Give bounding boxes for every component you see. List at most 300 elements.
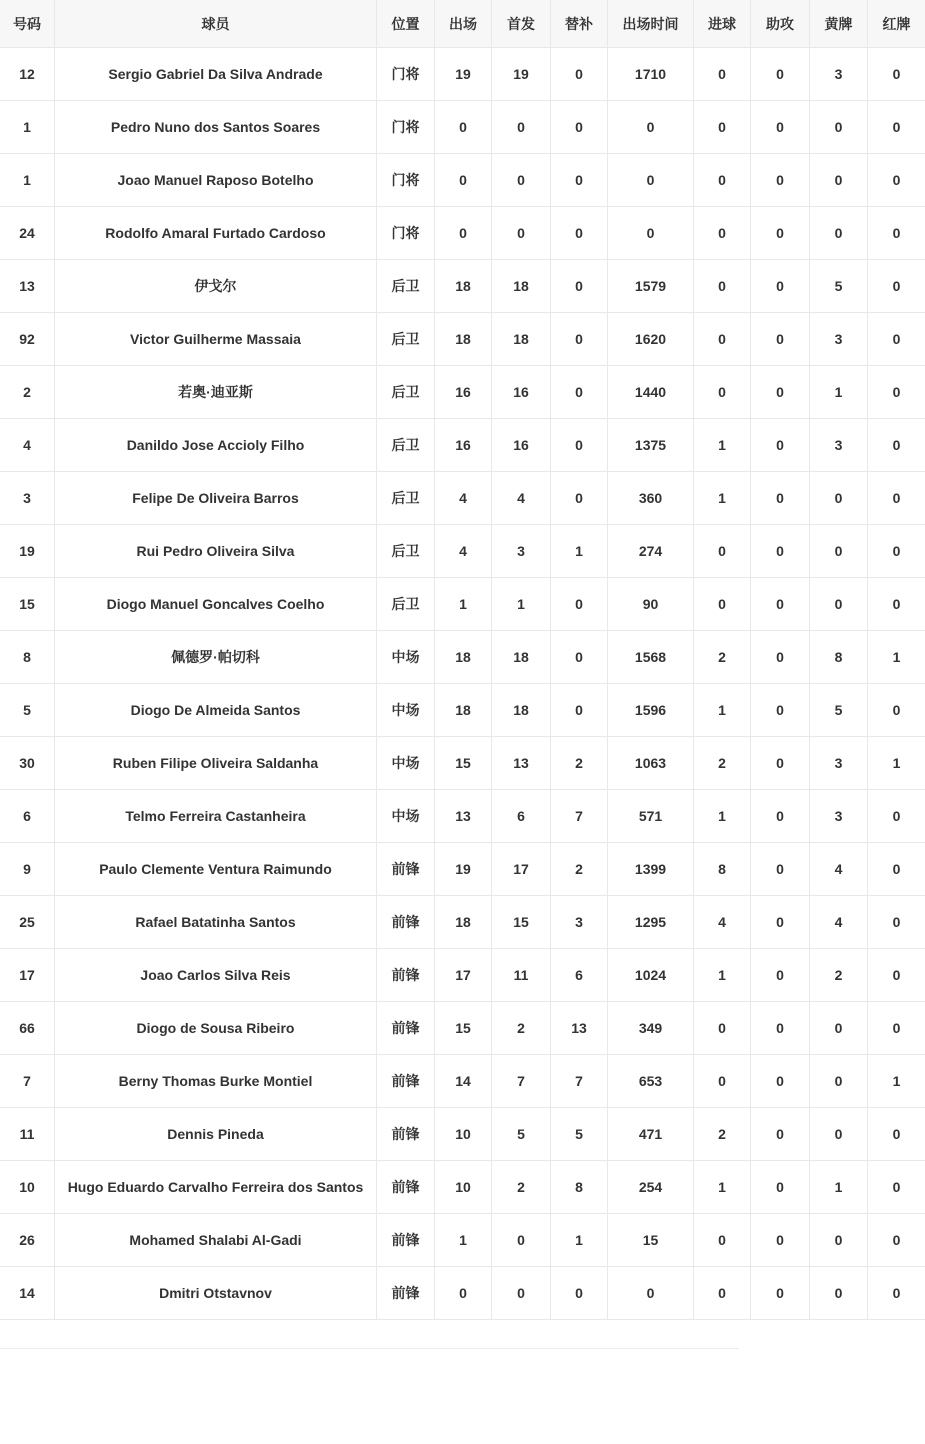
cell-appearances: 1 bbox=[435, 1214, 492, 1267]
cell-number: 1 bbox=[0, 101, 55, 154]
cell-player: Pedro Nuno dos Santos Soares bbox=[55, 101, 377, 154]
cell-appearances: 4 bbox=[435, 472, 492, 525]
cell-red_cards: 0 bbox=[868, 1267, 925, 1320]
cell-subs: 0 bbox=[551, 260, 608, 313]
cell-starts: 0 bbox=[492, 101, 551, 154]
table-footer bbox=[0, 1320, 739, 1349]
cell-goals: 0 bbox=[694, 48, 751, 101]
cell-subs: 0 bbox=[551, 154, 608, 207]
cell-starts: 18 bbox=[492, 684, 551, 737]
cell-assists: 0 bbox=[751, 578, 810, 631]
cell-number: 13 bbox=[0, 260, 55, 313]
cell-assists: 0 bbox=[751, 949, 810, 1002]
table-row bbox=[0, 525, 925, 578]
column-header-red_cards: 红牌 bbox=[868, 0, 925, 48]
cell-minutes: 1375 bbox=[608, 419, 694, 472]
cell-subs: 13 bbox=[551, 1002, 608, 1055]
cell-goals: 2 bbox=[694, 1108, 751, 1161]
cell-appearances: 16 bbox=[435, 366, 492, 419]
cell-starts: 6 bbox=[492, 790, 551, 843]
player-table-body bbox=[0, 48, 925, 1320]
cell-position: 后卫 bbox=[377, 366, 435, 419]
cell-subs: 8 bbox=[551, 1161, 608, 1214]
column-header-assists: 助攻 bbox=[751, 0, 810, 48]
cell-position: 门将 bbox=[377, 48, 435, 101]
cell-number: 92 bbox=[0, 313, 55, 366]
cell-assists: 0 bbox=[751, 366, 810, 419]
cell-goals: 8 bbox=[694, 843, 751, 896]
cell-position: 中场 bbox=[377, 737, 435, 790]
cell-minutes: 571 bbox=[608, 790, 694, 843]
cell-number: 9 bbox=[0, 843, 55, 896]
cell-red_cards: 0 bbox=[868, 313, 925, 366]
cell-yellow_cards: 3 bbox=[810, 419, 868, 472]
cell-assists: 0 bbox=[751, 207, 810, 260]
cell-red_cards: 0 bbox=[868, 949, 925, 1002]
cell-assists: 0 bbox=[751, 525, 810, 578]
cell-minutes: 0 bbox=[608, 101, 694, 154]
cell-player: Joao Manuel Raposo Botelho bbox=[55, 154, 377, 207]
cell-assists: 0 bbox=[751, 896, 810, 949]
cell-minutes: 471 bbox=[608, 1108, 694, 1161]
cell-yellow_cards: 0 bbox=[810, 207, 868, 260]
cell-goals: 0 bbox=[694, 207, 751, 260]
cell-goals: 2 bbox=[694, 631, 751, 684]
cell-appearances: 14 bbox=[435, 1055, 492, 1108]
cell-yellow_cards: 0 bbox=[810, 472, 868, 525]
cell-minutes: 1295 bbox=[608, 896, 694, 949]
cell-subs: 5 bbox=[551, 1108, 608, 1161]
cell-player: Ruben Filipe Oliveira Saldanha bbox=[55, 737, 377, 790]
cell-minutes: 0 bbox=[608, 154, 694, 207]
cell-red_cards: 0 bbox=[868, 578, 925, 631]
cell-starts: 17 bbox=[492, 843, 551, 896]
table-row bbox=[0, 631, 925, 684]
column-header-appearances: 出场 bbox=[435, 0, 492, 48]
cell-number: 3 bbox=[0, 472, 55, 525]
cell-red_cards: 0 bbox=[868, 843, 925, 896]
column-header-minutes: 出场时间 bbox=[608, 0, 694, 48]
cell-position: 后卫 bbox=[377, 578, 435, 631]
cell-appearances: 17 bbox=[435, 949, 492, 1002]
table-row bbox=[0, 578, 925, 631]
cell-starts: 18 bbox=[492, 631, 551, 684]
cell-goals: 0 bbox=[694, 525, 751, 578]
cell-goals: 4 bbox=[694, 896, 751, 949]
cell-number: 25 bbox=[0, 896, 55, 949]
cell-subs: 0 bbox=[551, 578, 608, 631]
cell-player: Dennis Pineda bbox=[55, 1108, 377, 1161]
cell-subs: 0 bbox=[551, 207, 608, 260]
cell-position: 前锋 bbox=[377, 1214, 435, 1267]
cell-goals: 0 bbox=[694, 101, 751, 154]
cell-minutes: 1440 bbox=[608, 366, 694, 419]
cell-player: Sergio Gabriel Da Silva Andrade bbox=[55, 48, 377, 101]
cell-yellow_cards: 2 bbox=[810, 949, 868, 1002]
cell-yellow_cards: 0 bbox=[810, 525, 868, 578]
cell-yellow_cards: 4 bbox=[810, 843, 868, 896]
cell-subs: 0 bbox=[551, 419, 608, 472]
cell-yellow_cards: 3 bbox=[810, 737, 868, 790]
cell-yellow_cards: 0 bbox=[810, 154, 868, 207]
cell-player: Hugo Eduardo Carvalho Ferreira dos Santos bbox=[55, 1161, 377, 1214]
cell-yellow_cards: 3 bbox=[810, 790, 868, 843]
cell-yellow_cards: 0 bbox=[810, 1108, 868, 1161]
column-header-goals: 进球 bbox=[694, 0, 751, 48]
cell-minutes: 0 bbox=[608, 1267, 694, 1320]
cell-number: 11 bbox=[0, 1108, 55, 1161]
cell-minutes: 360 bbox=[608, 472, 694, 525]
cell-minutes: 90 bbox=[608, 578, 694, 631]
table-row bbox=[0, 48, 925, 101]
cell-subs: 7 bbox=[551, 790, 608, 843]
cell-position: 后卫 bbox=[377, 419, 435, 472]
cell-assists: 0 bbox=[751, 631, 810, 684]
cell-number: 2 bbox=[0, 366, 55, 419]
cell-subs: 0 bbox=[551, 684, 608, 737]
cell-player: Paulo Clemente Ventura Raimundo bbox=[55, 843, 377, 896]
cell-player: Mohamed Shalabi Al-Gadi bbox=[55, 1214, 377, 1267]
cell-number: 14 bbox=[0, 1267, 55, 1320]
cell-goals: 1 bbox=[694, 949, 751, 1002]
cell-number: 24 bbox=[0, 207, 55, 260]
cell-number: 5 bbox=[0, 684, 55, 737]
cell-player: Rodolfo Amaral Furtado Cardoso bbox=[55, 207, 377, 260]
cell-player: Diogo De Almeida Santos bbox=[55, 684, 377, 737]
table-row bbox=[0, 1002, 925, 1055]
cell-yellow_cards: 5 bbox=[810, 260, 868, 313]
cell-position: 中场 bbox=[377, 631, 435, 684]
cell-subs: 1 bbox=[551, 1214, 608, 1267]
cell-yellow_cards: 0 bbox=[810, 1055, 868, 1108]
cell-starts: 16 bbox=[492, 366, 551, 419]
cell-number: 66 bbox=[0, 1002, 55, 1055]
cell-yellow_cards: 3 bbox=[810, 313, 868, 366]
cell-subs: 1 bbox=[551, 525, 608, 578]
table-row bbox=[0, 684, 925, 737]
cell-subs: 0 bbox=[551, 631, 608, 684]
cell-appearances: 19 bbox=[435, 48, 492, 101]
cell-player: Diogo Manuel Goncalves Coelho bbox=[55, 578, 377, 631]
cell-number: 30 bbox=[0, 737, 55, 790]
cell-red_cards: 0 bbox=[868, 154, 925, 207]
cell-player: Rui Pedro Oliveira Silva bbox=[55, 525, 377, 578]
cell-player: Rafael Batatinha Santos bbox=[55, 896, 377, 949]
cell-yellow_cards: 0 bbox=[810, 1214, 868, 1267]
cell-appearances: 13 bbox=[435, 790, 492, 843]
cell-goals: 2 bbox=[694, 737, 751, 790]
cell-number: 26 bbox=[0, 1214, 55, 1267]
cell-red_cards: 1 bbox=[868, 1055, 925, 1108]
cell-appearances: 18 bbox=[435, 631, 492, 684]
cell-subs: 3 bbox=[551, 896, 608, 949]
cell-assists: 0 bbox=[751, 154, 810, 207]
cell-red_cards: 0 bbox=[868, 101, 925, 154]
cell-minutes: 1063 bbox=[608, 737, 694, 790]
cell-goals: 0 bbox=[694, 154, 751, 207]
cell-appearances: 0 bbox=[435, 101, 492, 154]
cell-starts: 1 bbox=[492, 578, 551, 631]
cell-position: 前锋 bbox=[377, 1108, 435, 1161]
cell-red_cards: 0 bbox=[868, 1214, 925, 1267]
cell-minutes: 15 bbox=[608, 1214, 694, 1267]
cell-assists: 0 bbox=[751, 419, 810, 472]
cell-starts: 5 bbox=[492, 1108, 551, 1161]
cell-starts: 15 bbox=[492, 896, 551, 949]
table-row bbox=[0, 101, 925, 154]
cell-assists: 0 bbox=[751, 101, 810, 154]
cell-starts: 11 bbox=[492, 949, 551, 1002]
cell-minutes: 1579 bbox=[608, 260, 694, 313]
cell-minutes: 1596 bbox=[608, 684, 694, 737]
cell-yellow_cards: 3 bbox=[810, 48, 868, 101]
cell-red_cards: 0 bbox=[868, 472, 925, 525]
cell-starts: 0 bbox=[492, 1267, 551, 1320]
cell-subs: 6 bbox=[551, 949, 608, 1002]
table-row bbox=[0, 154, 925, 207]
cell-appearances: 10 bbox=[435, 1161, 492, 1214]
cell-appearances: 1 bbox=[435, 578, 492, 631]
table-row bbox=[0, 790, 925, 843]
cell-red_cards: 0 bbox=[868, 525, 925, 578]
cell-starts: 7 bbox=[492, 1055, 551, 1108]
cell-appearances: 16 bbox=[435, 419, 492, 472]
cell-minutes: 254 bbox=[608, 1161, 694, 1214]
table-row bbox=[0, 843, 925, 896]
cell-player: 佩德罗·帕切科 bbox=[55, 631, 377, 684]
cell-player: Telmo Ferreira Castanheira bbox=[55, 790, 377, 843]
cell-number: 10 bbox=[0, 1161, 55, 1214]
cell-minutes: 1568 bbox=[608, 631, 694, 684]
cell-assists: 0 bbox=[751, 1002, 810, 1055]
cell-number: 8 bbox=[0, 631, 55, 684]
cell-appearances: 0 bbox=[435, 154, 492, 207]
table-row bbox=[0, 419, 925, 472]
table-row bbox=[0, 737, 925, 790]
cell-number: 1 bbox=[0, 154, 55, 207]
cell-starts: 0 bbox=[492, 207, 551, 260]
cell-position: 前锋 bbox=[377, 1002, 435, 1055]
cell-position: 后卫 bbox=[377, 313, 435, 366]
cell-goals: 0 bbox=[694, 366, 751, 419]
cell-subs: 0 bbox=[551, 101, 608, 154]
cell-player: Dmitri Otstavnov bbox=[55, 1267, 377, 1320]
cell-goals: 0 bbox=[694, 313, 751, 366]
header-row bbox=[0, 0, 925, 48]
cell-position: 后卫 bbox=[377, 260, 435, 313]
cell-appearances: 18 bbox=[435, 684, 492, 737]
cell-goals: 0 bbox=[694, 260, 751, 313]
cell-minutes: 653 bbox=[608, 1055, 694, 1108]
cell-player: Berny Thomas Burke Montiel bbox=[55, 1055, 377, 1108]
cell-subs: 2 bbox=[551, 843, 608, 896]
cell-player: 若奥·迪亚斯 bbox=[55, 366, 377, 419]
cell-goals: 0 bbox=[694, 1267, 751, 1320]
table-row bbox=[0, 472, 925, 525]
cell-position: 前锋 bbox=[377, 1055, 435, 1108]
cell-starts: 4 bbox=[492, 472, 551, 525]
cell-starts: 2 bbox=[492, 1161, 551, 1214]
cell-player: Joao Carlos Silva Reis bbox=[55, 949, 377, 1002]
cell-appearances: 18 bbox=[435, 313, 492, 366]
cell-position: 中场 bbox=[377, 790, 435, 843]
cell-red_cards: 0 bbox=[868, 896, 925, 949]
cell-starts: 0 bbox=[492, 1214, 551, 1267]
table-row bbox=[0, 1161, 925, 1214]
cell-position: 中场 bbox=[377, 684, 435, 737]
cell-appearances: 0 bbox=[435, 1267, 492, 1320]
column-header-position: 位置 bbox=[377, 0, 435, 48]
cell-starts: 0 bbox=[492, 154, 551, 207]
table-row bbox=[0, 260, 925, 313]
cell-appearances: 18 bbox=[435, 896, 492, 949]
cell-position: 前锋 bbox=[377, 1267, 435, 1320]
cell-assists: 0 bbox=[751, 260, 810, 313]
cell-red_cards: 0 bbox=[868, 1002, 925, 1055]
cell-appearances: 18 bbox=[435, 260, 492, 313]
cell-minutes: 1399 bbox=[608, 843, 694, 896]
cell-subs: 0 bbox=[551, 472, 608, 525]
cell-assists: 0 bbox=[751, 313, 810, 366]
cell-goals: 0 bbox=[694, 1214, 751, 1267]
cell-number: 17 bbox=[0, 949, 55, 1002]
cell-position: 门将 bbox=[377, 101, 435, 154]
cell-starts: 3 bbox=[492, 525, 551, 578]
cell-red_cards: 0 bbox=[868, 366, 925, 419]
cell-assists: 0 bbox=[751, 1214, 810, 1267]
column-header-yellow_cards: 黄牌 bbox=[810, 0, 868, 48]
cell-starts: 13 bbox=[492, 737, 551, 790]
cell-position: 后卫 bbox=[377, 472, 435, 525]
column-header-starts: 首发 bbox=[492, 0, 551, 48]
cell-number: 4 bbox=[0, 419, 55, 472]
cell-assists: 0 bbox=[751, 472, 810, 525]
table-row bbox=[0, 313, 925, 366]
column-header-number: 号码 bbox=[0, 0, 55, 48]
cell-subs: 0 bbox=[551, 1267, 608, 1320]
cell-assists: 0 bbox=[751, 737, 810, 790]
cell-red_cards: 1 bbox=[868, 737, 925, 790]
cell-red_cards: 1 bbox=[868, 631, 925, 684]
cell-assists: 0 bbox=[751, 48, 810, 101]
cell-player: 伊戈尔 bbox=[55, 260, 377, 313]
cell-starts: 19 bbox=[492, 48, 551, 101]
cell-minutes: 1710 bbox=[608, 48, 694, 101]
cell-position: 前锋 bbox=[377, 949, 435, 1002]
cell-goals: 1 bbox=[694, 472, 751, 525]
cell-appearances: 0 bbox=[435, 207, 492, 260]
cell-appearances: 19 bbox=[435, 843, 492, 896]
cell-goals: 1 bbox=[694, 790, 751, 843]
cell-red_cards: 0 bbox=[868, 1161, 925, 1214]
table-row bbox=[0, 896, 925, 949]
table-header bbox=[0, 0, 925, 48]
cell-position: 门将 bbox=[377, 207, 435, 260]
cell-assists: 0 bbox=[751, 843, 810, 896]
cell-position: 前锋 bbox=[377, 843, 435, 896]
table-row bbox=[0, 1055, 925, 1108]
cell-yellow_cards: 0 bbox=[810, 1002, 868, 1055]
column-header-subs: 替补 bbox=[551, 0, 608, 48]
cell-goals: 0 bbox=[694, 1055, 751, 1108]
cell-goals: 1 bbox=[694, 1161, 751, 1214]
cell-yellow_cards: 4 bbox=[810, 896, 868, 949]
cell-goals: 1 bbox=[694, 684, 751, 737]
cell-number: 15 bbox=[0, 578, 55, 631]
cell-position: 前锋 bbox=[377, 1161, 435, 1214]
cell-yellow_cards: 0 bbox=[810, 578, 868, 631]
cell-subs: 2 bbox=[551, 737, 608, 790]
cell-subs: 0 bbox=[551, 48, 608, 101]
table-row bbox=[0, 1108, 925, 1161]
cell-goals: 0 bbox=[694, 578, 751, 631]
cell-yellow_cards: 1 bbox=[810, 1161, 868, 1214]
column-header-player: 球员 bbox=[55, 0, 377, 48]
cell-starts: 18 bbox=[492, 313, 551, 366]
cell-number: 12 bbox=[0, 48, 55, 101]
cell-assists: 0 bbox=[751, 1267, 810, 1320]
cell-subs: 7 bbox=[551, 1055, 608, 1108]
cell-red_cards: 0 bbox=[868, 684, 925, 737]
cell-red_cards: 0 bbox=[868, 260, 925, 313]
cell-player: Danildo Jose Accioly Filho bbox=[55, 419, 377, 472]
cell-goals: 0 bbox=[694, 1002, 751, 1055]
cell-number: 6 bbox=[0, 790, 55, 843]
cell-appearances: 15 bbox=[435, 1002, 492, 1055]
cell-minutes: 1024 bbox=[608, 949, 694, 1002]
cell-assists: 0 bbox=[751, 684, 810, 737]
cell-minutes: 274 bbox=[608, 525, 694, 578]
cell-starts: 18 bbox=[492, 260, 551, 313]
cell-goals: 1 bbox=[694, 419, 751, 472]
cell-position: 后卫 bbox=[377, 525, 435, 578]
cell-assists: 0 bbox=[751, 1161, 810, 1214]
cell-minutes: 0 bbox=[608, 207, 694, 260]
table-row bbox=[0, 1267, 925, 1320]
cell-assists: 0 bbox=[751, 1055, 810, 1108]
cell-assists: 0 bbox=[751, 1108, 810, 1161]
table-row bbox=[0, 949, 925, 1002]
cell-red_cards: 0 bbox=[868, 48, 925, 101]
cell-number: 19 bbox=[0, 525, 55, 578]
cell-position: 前锋 bbox=[377, 896, 435, 949]
cell-number: 7 bbox=[0, 1055, 55, 1108]
cell-red_cards: 0 bbox=[868, 207, 925, 260]
cell-minutes: 1620 bbox=[608, 313, 694, 366]
cell-position: 门将 bbox=[377, 154, 435, 207]
cell-assists: 0 bbox=[751, 790, 810, 843]
cell-yellow_cards: 0 bbox=[810, 101, 868, 154]
cell-appearances: 4 bbox=[435, 525, 492, 578]
cell-red_cards: 0 bbox=[868, 790, 925, 843]
cell-yellow_cards: 1 bbox=[810, 366, 868, 419]
table-row bbox=[0, 366, 925, 419]
cell-starts: 2 bbox=[492, 1002, 551, 1055]
table-row bbox=[0, 1214, 925, 1267]
cell-red_cards: 0 bbox=[868, 419, 925, 472]
cell-player: Diogo de Sousa Ribeiro bbox=[55, 1002, 377, 1055]
cell-red_cards: 0 bbox=[868, 1108, 925, 1161]
table-row bbox=[0, 207, 925, 260]
cell-appearances: 15 bbox=[435, 737, 492, 790]
cell-subs: 0 bbox=[551, 366, 608, 419]
cell-yellow_cards: 0 bbox=[810, 1267, 868, 1320]
cell-yellow_cards: 5 bbox=[810, 684, 868, 737]
cell-minutes: 349 bbox=[608, 1002, 694, 1055]
cell-starts: 16 bbox=[492, 419, 551, 472]
cell-appearances: 10 bbox=[435, 1108, 492, 1161]
cell-subs: 0 bbox=[551, 313, 608, 366]
